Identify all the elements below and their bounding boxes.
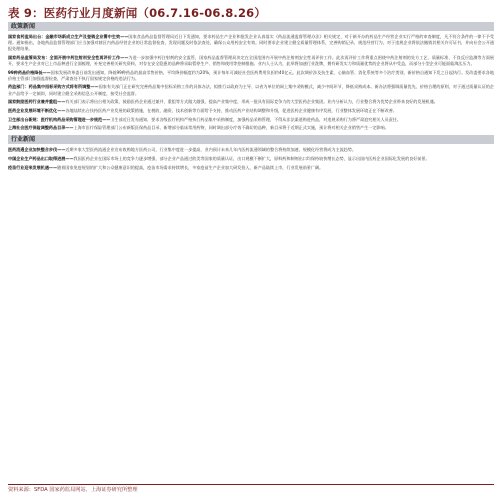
section-industry-news xyxy=(8,147,494,170)
news-body: 国家食品药品监督管理局近日下发通知，要求药品生产企业和批发企业认真落实《药品流通监督管理办法》相关规定，对于新开办的药品生产经营企业实行严格的审查制度，凡不符合条件的一律不予受理。通知指出，各地药品监督管理部门应当加强对辖区内药品经营企业的日常监督检查，发现问题及时依法查处，确保公众用药安全有效。同时要求企业建立健全质量管理体系，完善购销记录，规范经营行为，对于违规企业将依法撤销其相关许可证书，并向社会公开通报处理结果。 xyxy=(8,34,494,52)
news-headline: 上海社会医疗保险调整药品目录—— xyxy=(8,125,74,131)
news-headline: 99种药品价格降低—— xyxy=(8,69,51,75)
news-body: 我国医药企业在国际市场上的竞争力逐步增强，部分企业产品通过欧美等国家的质量认证，出口规模不断扩大，原料药和制剂出口均保持较快增长态势，显示出国内医药企业国际化发展的良好前景。 xyxy=(73,156,430,162)
section-label: 行业新闻 xyxy=(11,136,36,144)
news-item xyxy=(8,84,494,96)
news-item xyxy=(8,70,494,82)
news-headline: 中国企业生产药品出口取得进展—— xyxy=(8,156,74,162)
document-page xyxy=(8,6,494,494)
news-headline: 卫生部出台新规：医疗机构药品采购管理进一步规范—— xyxy=(8,116,111,122)
news-item xyxy=(8,117,494,123)
news-item xyxy=(8,55,494,67)
section-policy-news xyxy=(8,34,494,131)
news-body: 卫生部近日发布通知，要求各级医疗机构严格执行药品集中采购制度，加强药品采购管理，不得从非法渠道购进药品，对违规采购行为将严肃追究相关人员责任。 xyxy=(110,116,401,122)
section-header-policy xyxy=(8,22,494,31)
news-item xyxy=(8,99,494,105)
news-body: 各地陆续出台扶持医药产业发展的政策措施，在税收、融资、技术创新等方面给予支持，推动医药产业结构调整和升级，促进医药企业健康有序发展，行业整体发展环境正在不断改善。 xyxy=(65,107,397,113)
news-headline: 国家食药监局出台：金融市场新成立生产及登销企业需中生效—— xyxy=(8,34,129,39)
news-item xyxy=(8,156,494,162)
news-body: 有关部门表示将出台相关政策，鼓励医药企业通过兼并、重组等方式做大做强，提高产业集中度，形成一批具有国际竞争力的大型医药企业集团。业内分析认为，行业整合将为优势企业带来良好的发展机遇。 xyxy=(65,99,438,105)
page-title: 表 9：医药行业月度新闻（06.7.16-06.8.26） xyxy=(8,6,267,20)
section-label: 政策新闻 xyxy=(11,23,36,30)
news-body: 上海市医疗保险管理部门公布新版医保药品目录，新增部分临床常用药物，同时调出部分疗效不确切的品种，新目录将于近期正式实施，预计将对相关企业销售产生一定影响。 xyxy=(73,125,389,131)
news-item xyxy=(8,147,494,153)
news-headline: 医药企业发展环境不断优化—— xyxy=(8,107,66,113)
news-item xyxy=(8,165,494,171)
source-text: 资料来源：SFDA 国家药监局网站、上海证券研究所整理 xyxy=(8,487,138,493)
news-item xyxy=(8,34,494,52)
news-body: 为进一步加强中药注射剂的安全监管，国家药品监督管理局决定在全国范围内开展中药注射剂安全性再评价工作。此次再评价工作将重点围绕中药注射剂的处方工艺、质量标准、不良反应监测等方面展开，要求生产企业对已上市品种进行全面梳理，补充完善相关研究资料，对存在安全隐患的品种将采取暂停生产、销售和使用等控制措施。业内人士认为，此举将加速行业洗牌，拥有研发实力和质量优势的企业将从中受益，而部分小型企业可能面临淘汰压力。 xyxy=(8,54,494,66)
news-headline: 疫苗行业迎来发展机遇—— xyxy=(8,164,58,170)
news-item xyxy=(8,108,494,114)
news-headline: 医药流通企业加快整合步伐—— xyxy=(8,147,66,153)
section-header-industry xyxy=(8,135,494,144)
news-body: 国家发展改革委日前发出通知，降低99种药品的最高零售价格，平均降价幅度约为20%，预计每年可减轻社会医药费用负担约40亿元。此次调价涉及抗生素、心脑血管、消化系统等多个治疗类别，新价格自通知下发之日起执行。发改委要求各地价格主管部门加强监督检查，严肃查处不执行国家规定价格的违法行为。 xyxy=(8,69,494,81)
news-body: 近期多家大型医药流通企业宣布收购地方医药公司，行业集中度进一步提高，业内预计未来几年内医药流通领域的整合将持续加速，规模化经营将成为主流趋势。 xyxy=(65,147,356,153)
news-body: 国家有关部门正在研究完善药品集中招标采购工作的具体办法，拟推行以政府为主导、以省为单位的网上集中采购模式，减少中间环节，降低采购成本。新办法将强调质量优先、价格合理的原则，对于通过质量认证的企业产品给予一定倾斜，同时建立健全采购信息公开制度，接受社会监督。 xyxy=(8,84,494,96)
news-headline: 国家药品监管局发布：全面开展中药注射剂安全性再评价工作—— xyxy=(8,54,129,60)
news-headline: 药监部门：药品集中招标采购方式将有所调整—— xyxy=(8,84,99,90)
news-body: 随着国家免疫规划的扩大和公众健康意识的提高，疫苗市场需求持续增长，多家疫苗生产企业加大研发投入，新产品陆续上市，行业发展前景广阔。 xyxy=(57,164,324,170)
news-item xyxy=(8,125,494,131)
news-headline: 国家鼓励医药行业兼并重组—— xyxy=(8,99,66,105)
source-footnote xyxy=(8,484,494,494)
